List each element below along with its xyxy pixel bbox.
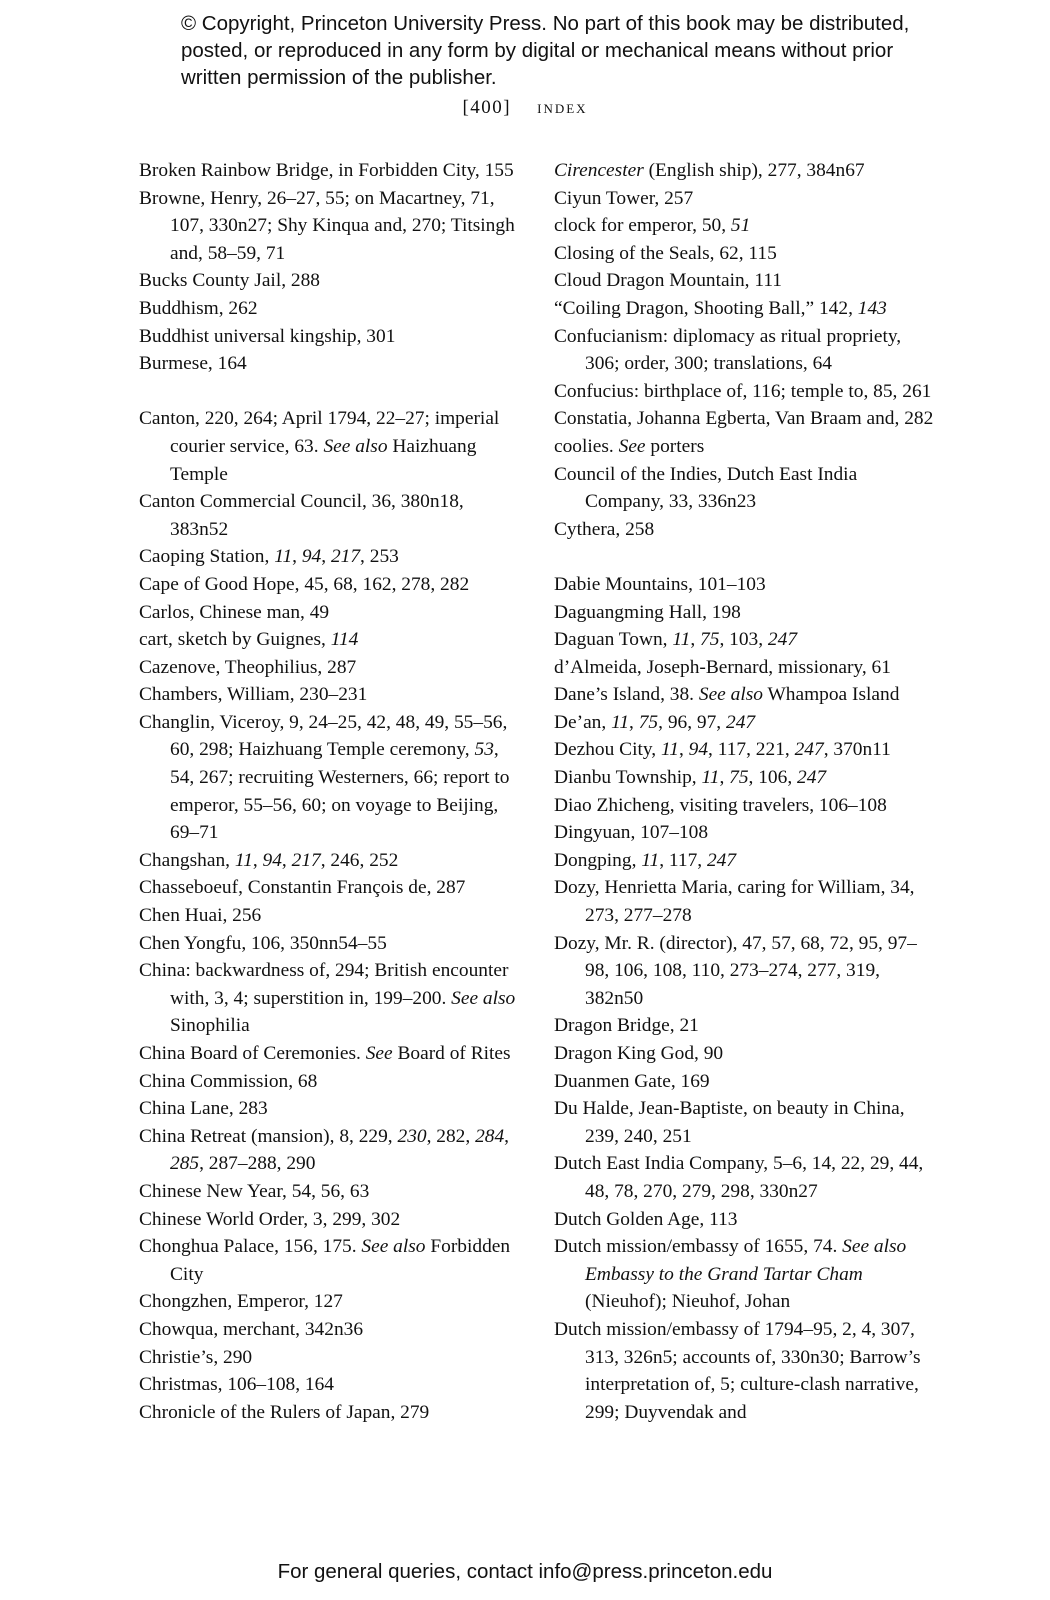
index-entry-text: Dutch mission/embassy of 1655, 74. — [554, 1236, 843, 1258]
index-entry-text: Diao Zhicheng, visiting travelers, 106–108 — [554, 794, 887, 816]
index-column-right — [554, 157, 934, 1426]
index-entry-italic-text: 75 — [729, 767, 749, 789]
index-entry-text: China Retreat (mansion), 8, 229, — [139, 1125, 398, 1147]
index-entry-text: Changshan, — [139, 849, 235, 871]
index-entry — [554, 874, 934, 929]
index-entry-text: Dane’s Island, 38. — [554, 684, 699, 706]
index-entry-italic-text: 247 — [767, 629, 798, 651]
index-entry-text: Daguan Town, — [554, 629, 673, 651]
index-entry-text: , 246, 252 — [320, 849, 399, 871]
index-entry-italic-text: 284 — [475, 1125, 505, 1147]
index-entry-text: Chinese World Order, 3, 299, 302 — [139, 1208, 401, 1230]
index-entry-text: Buddhist universal kingship, 301 — [139, 325, 396, 347]
index-entry — [139, 1371, 525, 1399]
index-entry — [139, 626, 525, 654]
index-entry — [139, 185, 525, 268]
index-entry-text: Constatia, Johanna Egberta, Van Braam and, 282 — [554, 408, 934, 430]
index-entry — [554, 1206, 934, 1234]
index-entry — [554, 654, 934, 682]
index-entry-text: China: backwardness of, 294; British encounter with, 3, 4; superstition in, 199–200. — [139, 960, 509, 1009]
index-entry — [139, 267, 525, 295]
index-entry-text: Chambers, William, 230–231 — [139, 684, 368, 706]
index-entry-text: coolies. — [554, 435, 619, 457]
index-entry-text: Forbidden City — [170, 1236, 511, 1285]
index-entry — [139, 1233, 525, 1288]
index-entry-italic-text: 75 — [700, 629, 720, 651]
index-entry — [554, 764, 934, 792]
index-entry — [554, 930, 934, 1013]
index-entry-text: Cape of Good Hope, 45, 68, 162, 278, 282 — [139, 573, 470, 595]
index-entry-text: cart, sketch by Guignes, — [139, 629, 331, 651]
index-entry-text: Cythera, 258 — [554, 518, 655, 540]
index-entry-text: Dutch mission/embassy of 1794–95, 2, 4, 307, 313, 326n5; accounts of, 330n30; Barrow’s interpretation of, 5; culture-clash narrative, 299; Duyvendak and — [554, 1318, 921, 1423]
index-entry-text: , 117, 221, — [708, 739, 795, 761]
index-entry-italic-text: 94 — [688, 739, 709, 761]
index-entry-text: , 253 — [360, 546, 399, 568]
index-entry-italic-text: 11 — [234, 849, 253, 871]
index-entry-text: Dezhou City, — [554, 739, 661, 761]
index-entry-italic-text: See also — [842, 1236, 907, 1258]
index-entry-text: Dozy, Henrietta Maria, caring for William, 34, 273, 277–278 — [554, 877, 915, 927]
index-entry-text: , — [629, 711, 639, 733]
index-entry-text: Carlos, Chinese man, 49 — [139, 601, 330, 623]
index-entry-text: China Board of Ceremonies. — [139, 1043, 366, 1064]
index-entry-italic-text: 247 — [797, 767, 827, 789]
index-entry-text: porters — [645, 435, 705, 457]
index-entry-text: Broken Rainbow Bridge, in Forbidden City, 155 — [139, 160, 514, 181]
index-entry-text: Christmas, 106–108, 164 — [139, 1374, 334, 1396]
footer-contact: For general queries, contact info@press.princeton.edu — [277, 1560, 773, 1583]
index-entry-text: Dozy, Mr. R. (director), 47, 57, 68, 72, 95, 97–98, 106, 108, 110, 273–274, 277, 319, 382n50 — [554, 932, 917, 1009]
index-entry-text: , 282, — [426, 1125, 476, 1147]
index-entry-italic-text: 217 — [291, 849, 321, 871]
index-entry-text: Caoping Station, — [139, 546, 275, 568]
index-column-left — [139, 157, 525, 1426]
index-entry — [554, 157, 934, 185]
index-entry — [554, 709, 934, 737]
index-entry-text: Closing of the Seals, 62, 115 — [554, 242, 777, 264]
index-entry-text: , — [504, 1125, 510, 1147]
index-entry — [554, 1233, 934, 1316]
index-entry-text: Dianbu Township, — [554, 767, 702, 789]
index-entry-text: , 287–288, 290 — [199, 1153, 316, 1175]
index-entry — [139, 1288, 525, 1316]
index-entry-text: , — [321, 546, 331, 568]
index-entry-italic-text: 114 — [330, 629, 359, 651]
index-entry — [554, 378, 934, 406]
running-head — [0, 97, 1050, 119]
index-entry-italic-text: 11 — [701, 767, 720, 789]
index-entry-text: Council of the Indies, Dutch East India Company, 33, 336n23 — [554, 463, 858, 513]
index-entry — [554, 571, 934, 599]
index-entry-text: Changlin, Viceroy, 9, 24–25, 42, 48, 49, 55–56, 60, 298; Haizhuang Temple ceremony, — [139, 711, 508, 761]
index-entry — [139, 1178, 525, 1206]
index-entry-text: Dingyuan, 107–108 — [554, 822, 709, 844]
index-entry — [139, 1206, 525, 1234]
index-entry-text: clock for emperor, 50, — [554, 215, 731, 237]
index-entry-text: , 117, — [659, 849, 707, 871]
index-entry-italic-text: 94 — [262, 849, 282, 871]
index-entry-italic-text: 230 — [397, 1125, 427, 1147]
index-entry-text: Ciyun Tower, 257 — [554, 187, 694, 209]
index-entry — [554, 1068, 934, 1096]
index-entry-text: “Coiling Dragon, Shooting Ball,” 142, — [554, 297, 858, 319]
index-entry — [139, 654, 525, 682]
index-entry-italic-text: 11 — [611, 711, 630, 733]
index-entry-text: Daguangming Hall, 198 — [554, 601, 741, 623]
index-entry — [554, 792, 934, 820]
index-entry-italic-text: Cirencester — [554, 160, 644, 181]
index-entry — [139, 1399, 525, 1427]
index-entry — [554, 1095, 934, 1150]
index-entry — [554, 819, 934, 847]
index-entry — [554, 516, 934, 544]
copyright-notice: © Copyright, Princeton University Press. No part of this book may be distributed, posted, or reproduced in any form by digital or mechanical means without prior written permission of the publisher. — [181, 12, 910, 89]
index-entry-italic-text: 285 — [170, 1153, 200, 1175]
index-entry-italic-text: 11 — [274, 546, 293, 568]
index-entry — [139, 1095, 525, 1123]
index-entry-italic-text: 247 — [706, 849, 737, 871]
index-entry — [554, 461, 934, 516]
index-entry — [139, 157, 525, 185]
index-entry — [139, 681, 525, 709]
index-entry — [139, 902, 525, 930]
index-entry — [139, 1040, 525, 1068]
index-entry-text: Browne, Henry, 26–27, 55; on Macartney, 71, 107, 330n27; Shy Kinqua and, 270; Titsingh and, 58–59, 71 — [139, 187, 515, 264]
index-entry — [139, 405, 525, 488]
index-entry-text: Buddhism, 262 — [139, 297, 258, 319]
index-entry-text: Du Halde, Jean-Baptiste, on beauty in China, 239, 240, 251 — [554, 1098, 905, 1147]
index-entry — [554, 626, 934, 654]
index-entry-text: Dutch Golden Age, 113 — [554, 1208, 738, 1230]
index-entry — [554, 267, 934, 295]
page-number: [400] — [462, 97, 512, 118]
index-entry-text: China Commission, 68 — [139, 1070, 318, 1092]
index-entry-text: Christie’s, 290 — [139, 1346, 253, 1368]
index-entry — [139, 543, 525, 571]
index-entry-text: Chongzhen, Emperor, 127 — [139, 1291, 343, 1313]
index-entry-italic-text: 53 — [474, 739, 494, 761]
index-entry — [554, 1040, 934, 1068]
index-entry-text: (Nieuhof); Nieuhof, Johan — [585, 1291, 791, 1313]
index-entry-text: , — [690, 629, 701, 651]
index-entry — [139, 488, 525, 543]
index-entry — [554, 1012, 934, 1040]
index-entry-italic-text: See also — [451, 987, 516, 1009]
index-entry — [139, 709, 525, 847]
letter-group-gap — [554, 543, 934, 571]
index-entry — [554, 323, 934, 378]
index-entry-italic-text: 94 — [301, 546, 322, 568]
index-entry-text: Burmese, 164 — [139, 353, 247, 375]
index-entry-italic-text: 11 — [641, 849, 660, 871]
index-entry-text: Cloud Dragon Mountain, 111 — [554, 270, 783, 292]
index-entry-text: , — [281, 849, 292, 871]
letter-group-gap — [139, 378, 525, 406]
index-entry-text: Chonghua Palace, 156, 175. — [139, 1236, 362, 1258]
index-entry-text: Duanmen Gate, 169 — [554, 1070, 710, 1092]
index-entry-text: Dragon King God, 90 — [554, 1043, 724, 1064]
index-entry-italic-text: 11 — [672, 629, 691, 651]
index-entry-italic-text: See also — [361, 1236, 426, 1258]
index-entry-text: Confucius: birthplace of, 116; temple to, 85, 261 — [554, 380, 932, 402]
index-entry-italic-text: 143 — [857, 297, 887, 319]
index-entry-text: Bucks County Jail, 288 — [139, 270, 320, 292]
index-entry-text: , 106, — [748, 767, 798, 789]
index-entry-italic-text: 247 — [794, 739, 824, 761]
index-entry-italic-text: 51 — [730, 215, 751, 237]
index-entry — [554, 405, 934, 433]
index-entry-italic-text: See also — [698, 684, 763, 706]
index-entry — [554, 433, 934, 461]
index-entry-text: Chowqua, merchant, 342n36 — [139, 1318, 364, 1340]
index-entry-italic-text: 247 — [726, 711, 756, 733]
index-entry-text: Dabie Mountains, 101–103 — [554, 573, 766, 595]
index-entry-text: Dragon Bridge, 21 — [554, 1015, 699, 1037]
index-entry — [139, 1344, 525, 1372]
index-entry-text: Whampoa Island — [762, 684, 900, 706]
index-entry — [139, 930, 525, 958]
index-entry-italic-text: See also — [323, 435, 388, 457]
section-title: index — [537, 97, 588, 118]
index-entry-text: , 96, 97, — [658, 711, 726, 733]
index-entry — [139, 571, 525, 599]
index-entry — [139, 1123, 525, 1178]
index-entry — [554, 185, 934, 213]
index-entry — [554, 295, 934, 323]
index-entry-text: , 54, 267; recruiting Westerners, 66; report to emperor, 55–56, 60; on voyage to Beijing, 69–71 — [170, 739, 510, 844]
index-entry-text: , — [719, 767, 730, 789]
index-entry-text: Confucianism: diplomacy as ritual propriety, 306; order, 300; translations, 64 — [554, 325, 902, 375]
index-entry — [139, 323, 525, 351]
index-entry-text: Chen Yongfu, 106, 350nn54–55 — [139, 932, 387, 954]
index-entry — [139, 874, 525, 902]
index-entry — [554, 847, 934, 875]
index-entry-text: , — [252, 849, 263, 871]
index-entry-text: China Lane, 283 — [139, 1098, 268, 1120]
index-entry-text: De’an, — [554, 711, 612, 733]
index-entry-text: Canton, 220, 264; April 1794, 22–27; imperial courier service, 63. — [139, 408, 500, 457]
index-entry — [554, 736, 934, 764]
index-entry-italic-text: 217 — [330, 546, 361, 568]
index-entry-text: Haizhuang Temple — [170, 435, 477, 485]
index-entry — [554, 599, 934, 627]
index-entry-italic-text: See — [618, 435, 646, 457]
index-entry — [139, 957, 525, 1040]
index-entry-text: , — [292, 546, 302, 568]
index-entry — [554, 212, 934, 240]
index-entry-text: Chen Huai, 256 — [139, 905, 262, 927]
index-entry-text: Canton Commercial Council, 36, 380n18, 383n52 — [139, 491, 464, 540]
index-entry-italic-text: 11 — [661, 739, 679, 761]
index-entry — [554, 240, 934, 268]
index-entry-text: Dutch East India Company, 5–6, 14, 22, 29, 44, 48, 78, 270, 279, 298, 330n27 — [554, 1153, 924, 1202]
index-entry-text: , — [678, 739, 689, 761]
index-entry-text: Dongping, — [554, 849, 642, 871]
index-entry-text: Sinophilia — [170, 1015, 250, 1037]
index-entry — [139, 350, 525, 378]
index-entry — [554, 681, 934, 709]
index-entry-italic-text: See — [365, 1043, 393, 1064]
index-entry-italic-text: 75 — [638, 711, 659, 733]
index-entry — [139, 295, 525, 323]
index-entry — [139, 1068, 525, 1096]
index-entry — [139, 599, 525, 627]
index-entry — [139, 1316, 525, 1344]
index-entry — [139, 847, 525, 875]
index-entry-text: Chinese New Year, 54, 56, 63 — [139, 1180, 370, 1202]
index-entry-text: Board of Rites — [392, 1043, 511, 1064]
index-entry-text: Cazenove, Theophilius, 287 — [139, 656, 357, 678]
index-entry — [554, 1150, 934, 1205]
index-entry-text: Chasseboeuf, Constantin François de, 287 — [139, 877, 466, 899]
index-entry-text: , 370n11 — [823, 739, 891, 761]
index-entry-text: (English ship), 277, 384n67 — [643, 160, 865, 181]
index-entry-text: d’Almeida, Joseph-Bernard, missionary, 61 — [554, 656, 891, 678]
index-entry-text: Chronicle of the Rulers of Japan, 279 — [139, 1401, 430, 1423]
index-entry-text: , 103, — [719, 629, 768, 651]
index-entry — [554, 1316, 934, 1426]
index-entry-italic-text: Embassy to the Grand Tartar Cham — [585, 1263, 863, 1285]
